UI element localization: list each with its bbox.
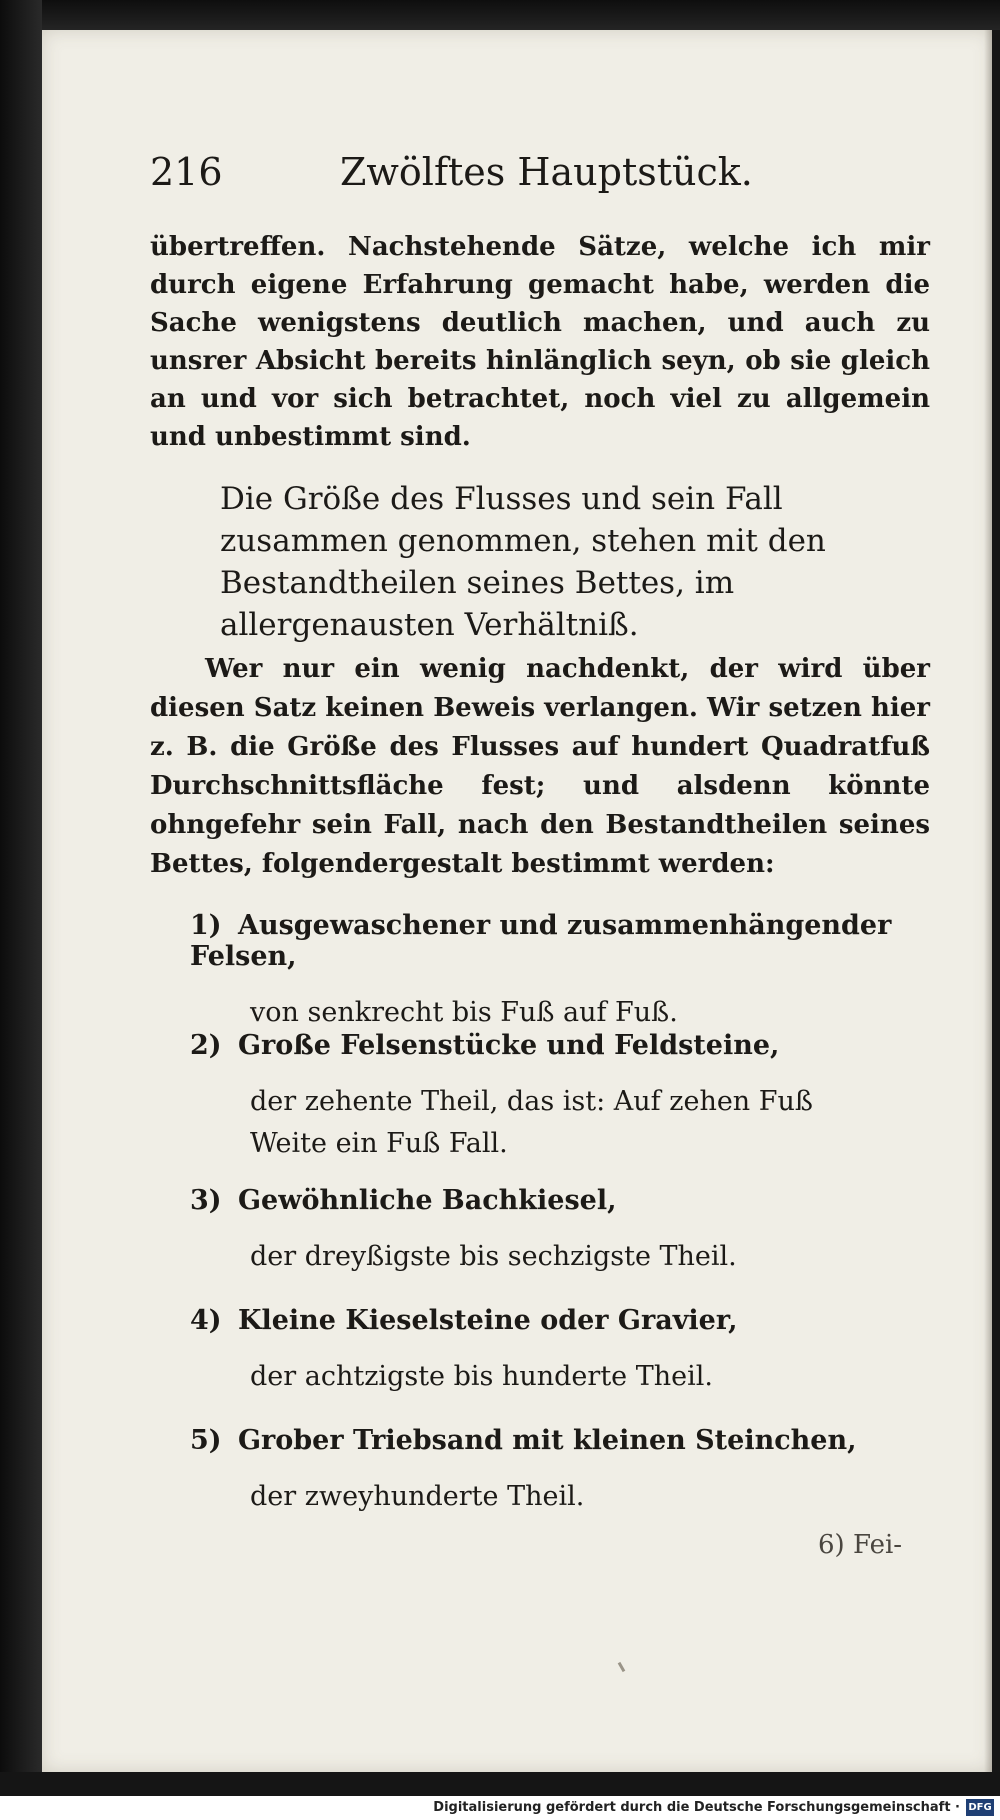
list-item	[190, 1305, 950, 1398]
dfg-logo: DFG	[966, 1799, 994, 1816]
scan-border-top	[0, 0, 1000, 30]
list-item-heading: Ausgewaschener und zusammenhängender Felsen,	[190, 910, 892, 972]
list-item	[190, 910, 950, 1034]
list-item	[190, 1030, 950, 1165]
list-item-heading: Große Felsenstücke und Feldsteine,	[238, 1030, 780, 1061]
page-number: 216	[150, 150, 223, 194]
thesis-statement: Die Größe des Flusses und sein Fall zusammen genommen, stehen mit den Bestandtheilen seines Bettes, im allergenausten Verhältniß.	[220, 481, 826, 643]
paragraph-explanation: Wer nur ein wenig nachdenkt, der wird über diesen Satz keinen Beweis verlangen. Wir setzen hier z. B. die Größe des Flusses auf hundert Quadratfuß Durchschnittsfläche fest; und alsdenn könnte ohngefehr sein Fall, nach den Bestandtheilen seines Bettes, folgendergestalt bestimmt werden:	[150, 654, 930, 879]
funding-credit: Digitalisierung gefördert durch die Deutsche Forschungsgemeinschaft ·	[433, 1800, 960, 1815]
list-item-heading: Gewöhnliche Bachkiesel,	[238, 1185, 617, 1216]
catchword: 6) Fei-	[818, 1530, 903, 1560]
list-item	[190, 1425, 950, 1518]
list-item-description: der zweyhunderte Theil.	[250, 1481, 585, 1512]
list-item-heading: Grober Triebsand mit kleinen Steinchen,	[238, 1425, 857, 1456]
list-item-number: 1)	[190, 910, 222, 941]
digitization-footer	[0, 1796, 1000, 1820]
list-item-number: 5)	[190, 1425, 222, 1456]
list-item-description: der zehente Theil, das ist: Auf zehen Fuß Weite ein Fuß Fall.	[250, 1086, 813, 1159]
list-item-number: 2)	[190, 1030, 222, 1061]
list-item-description: der dreyßigste bis sechzigste Theil.	[250, 1241, 737, 1272]
scan-border-left	[0, 0, 42, 1820]
list-item-number: 4)	[190, 1305, 222, 1336]
scan-border-bottom	[0, 1772, 1000, 1796]
list-item	[190, 1185, 950, 1278]
paragraph-intro: übertreffen. Nachstehende Sätze, welche ich mir durch eigene Erfahrung gemacht habe, werden die Sache wenigstens deutlich machen, und auch zu unsrer Absicht bereits hinlänglich seyn, ob sie gleich an und vor sich betrachtet, noch viel zu allgemein und unbestimmt sind.	[150, 232, 930, 452]
page-header	[150, 150, 940, 210]
list-item-description: der achtzigste bis hunderte Theil.	[250, 1361, 713, 1392]
list-item-description: von senkrecht bis Fuß auf Fuß.	[250, 997, 678, 1028]
list-item-number: 3)	[190, 1185, 222, 1216]
running-title: Zwölftes Hauptstück.	[340, 150, 753, 194]
list-item-heading: Kleine Kieselsteine oder Gravier,	[238, 1305, 738, 1336]
